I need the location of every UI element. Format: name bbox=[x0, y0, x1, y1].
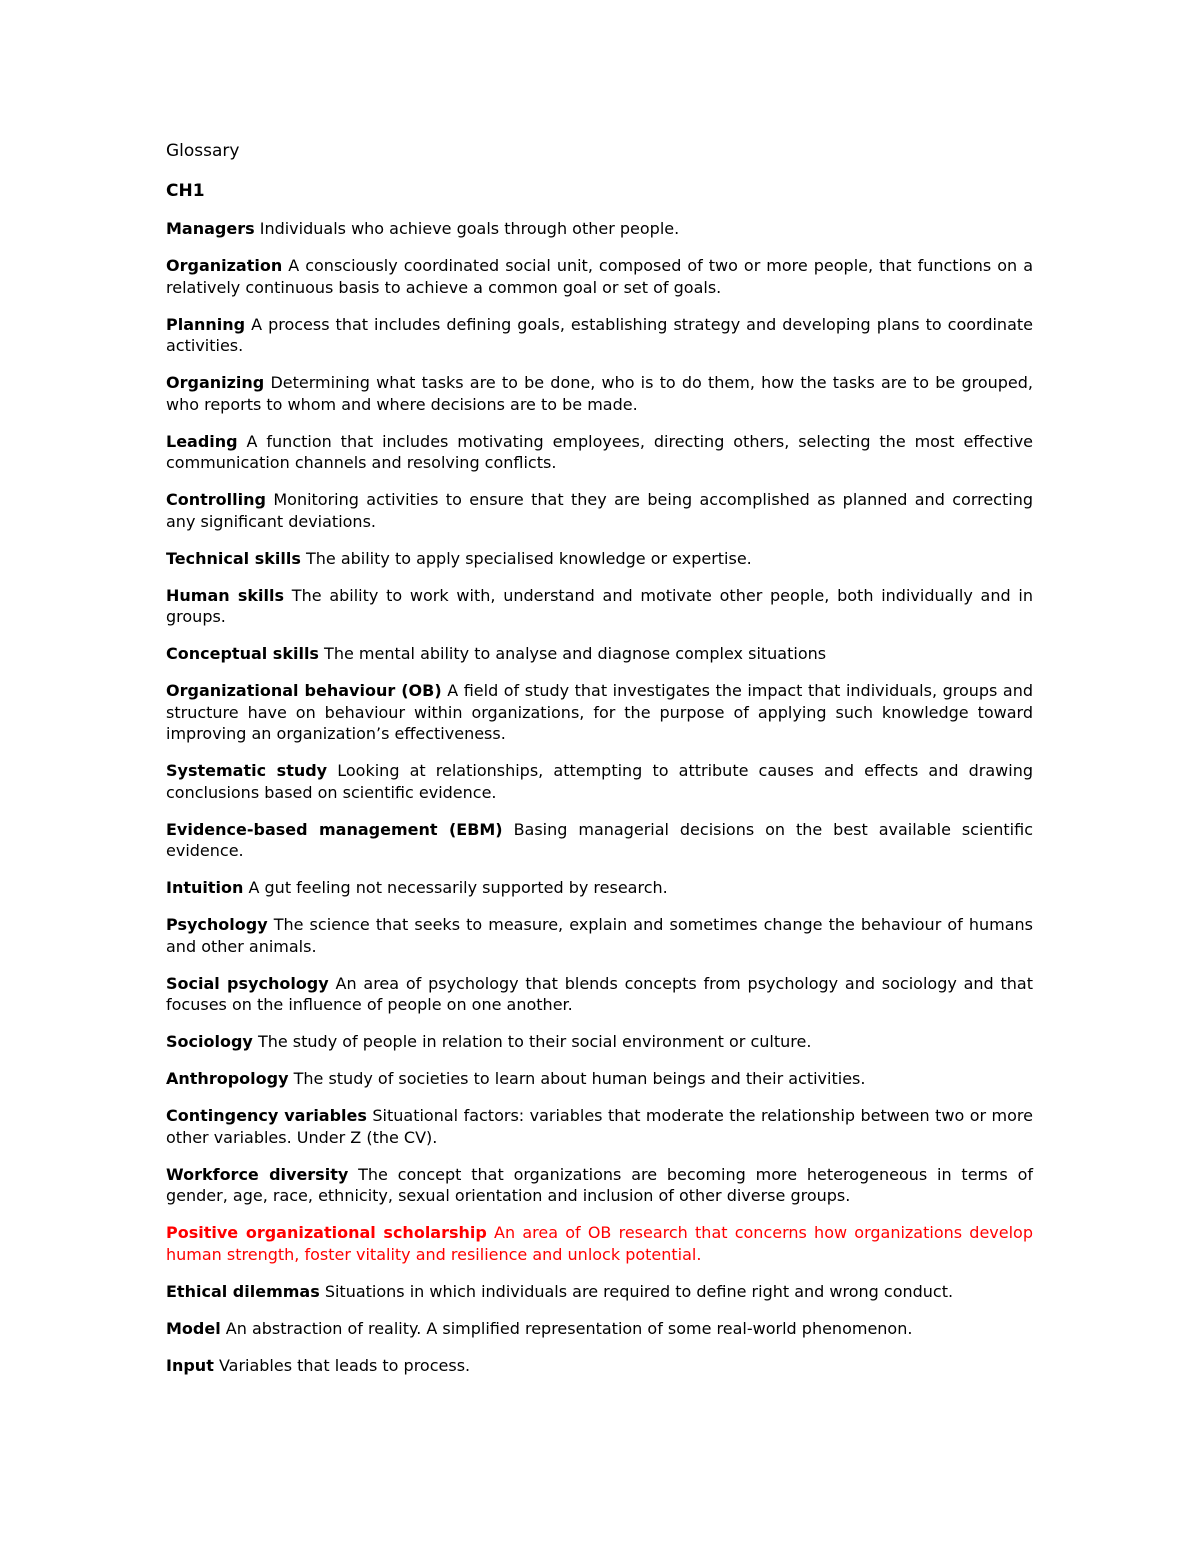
glossary-entry bbox=[166, 819, 1033, 862]
glossary-entry bbox=[166, 431, 1033, 474]
glossary-term: Anthropology bbox=[166, 1069, 289, 1088]
glossary-entry bbox=[166, 643, 1033, 665]
document-page bbox=[166, 140, 1033, 1392]
glossary-entry bbox=[166, 1164, 1033, 1207]
glossary-entry bbox=[166, 1281, 1033, 1303]
glossary-definition: Variables that leads to process. bbox=[218, 1355, 471, 1375]
glossary-entry bbox=[166, 255, 1033, 298]
glossary-term: Input bbox=[166, 1355, 214, 1375]
glossary-definition: An abstraction of reality. A simplified representation of some real-world phenomenon. bbox=[225, 1318, 913, 1338]
glossary-definition: Monitoring activities to ensure that they are being accomplished as planned and correcting any significant deviations. bbox=[166, 490, 1033, 531]
glossary-definition: A gut feeling not necessarily supported by research. bbox=[248, 878, 668, 897]
glossary-definition: An area of psychology that blends concepts from psychology and sociology and that focuses on the influence of people on one another. bbox=[166, 973, 1034, 1014]
glossary-term: Controlling bbox=[166, 490, 266, 509]
glossary-term: Positive organizational scholarship bbox=[166, 1223, 487, 1242]
glossary-term: Workforce diversity bbox=[166, 1164, 349, 1184]
glossary-entry bbox=[166, 1318, 1033, 1340]
glossary-definition: An area of OB research that concerns how organizations develop human strength, foster vitality and resilience and unlock potential. bbox=[166, 1223, 1033, 1264]
glossary-term: Systematic study bbox=[166, 761, 328, 780]
glossary-term: Psychology bbox=[166, 915, 268, 934]
glossary-definition: A consciously coordinated social unit, composed of two or more people, that functions on a relatively continuous basis to achieve a common goal or set of goals. bbox=[166, 256, 1034, 297]
glossary-term: Organizing bbox=[166, 373, 265, 392]
glossary-definition: The mental ability to analyse and diagnose complex situations bbox=[324, 644, 827, 663]
glossary-entry-highlighted bbox=[166, 1222, 1033, 1265]
glossary-entry bbox=[166, 877, 1033, 899]
glossary-entry bbox=[166, 489, 1033, 532]
glossary-entry bbox=[166, 1355, 1033, 1377]
glossary-term: Contingency variables bbox=[166, 1106, 367, 1125]
glossary-definition: The science that seeks to measure, explain and sometimes change the behaviour of humans and other animals. bbox=[166, 915, 1033, 956]
glossary-term: Sociology bbox=[166, 1032, 253, 1051]
glossary-definition: Looking at relationships, attempting to attribute causes and effects and drawing conclusions based on scientific evidence. bbox=[166, 761, 1034, 802]
glossary-term: Conceptual skills bbox=[166, 644, 319, 663]
glossary-term: Technical skills bbox=[166, 548, 301, 568]
glossary-term: Planning bbox=[166, 314, 246, 334]
glossary-entry bbox=[166, 1031, 1033, 1053]
glossary-entry bbox=[166, 372, 1033, 415]
glossary-term: Human skills bbox=[166, 585, 285, 605]
glossary-entry bbox=[166, 1105, 1033, 1148]
glossary-definition: Situational factors: variables that moderate the relationship between two or more other variables. Under Z (the CV). bbox=[166, 1106, 1033, 1147]
glossary-entry bbox=[166, 314, 1033, 357]
glossary-definition: The ability to apply specialised knowledge or expertise. bbox=[305, 548, 752, 568]
glossary-definition: The ability to work with, understand and motivate other people, both individually and in groups. bbox=[166, 585, 1033, 626]
glossary-entry bbox=[166, 973, 1033, 1016]
glossary-definition: A process that includes defining goals, establishing strategy and developing plans to coordinate activities. bbox=[166, 314, 1033, 355]
glossary-definition: Determining what tasks are to be done, who is to do them, how the tasks are to be grouped, who reports to whom and where decisions are to be made. bbox=[166, 373, 1033, 414]
glossary-definition: Basing managerial decisions on the best available scientific evidence. bbox=[166, 819, 1033, 860]
document-title: Glossary bbox=[166, 141, 240, 161]
glossary-definition: A field of study that investigates the impact that individuals, groups and structure have on behaviour within organizations, for the purpose of applying such knowledge toward improving an organization’s effectiveness. bbox=[166, 681, 1034, 743]
glossary-definition: A function that includes motivating employees, directing others, selecting the most effective communication channels and resolving conflicts. bbox=[166, 431, 1034, 472]
glossary-definition: The study of societies to learn about human beings and their activities. bbox=[293, 1069, 866, 1088]
glossary-term: Organization bbox=[166, 256, 283, 275]
glossary-entry bbox=[166, 585, 1033, 628]
glossary-definition: Individuals who achieve goals through other people. bbox=[259, 219, 680, 238]
glossary-entry bbox=[166, 1068, 1033, 1090]
glossary-term: Organizational behaviour (OB) bbox=[166, 681, 442, 700]
glossary-definition: The study of people in relation to their social environment or culture. bbox=[257, 1032, 812, 1051]
glossary-term: Ethical dilemmas bbox=[166, 1281, 320, 1301]
glossary-term: Leading bbox=[166, 431, 238, 451]
chapter-heading: CH1 bbox=[166, 181, 205, 201]
glossary-term: Managers bbox=[166, 219, 255, 238]
glossary-term: Intuition bbox=[166, 878, 244, 897]
glossary-entry bbox=[166, 680, 1033, 745]
glossary-entry bbox=[166, 548, 1033, 570]
glossary-term: Social psychology bbox=[166, 973, 329, 993]
glossary-entry bbox=[166, 914, 1033, 957]
glossary-definition: The concept that organizations are becoming more heterogeneous in terms of gender, age, race, ethnicity, sexual orientation and inclusion of other diverse groups. bbox=[166, 1164, 1034, 1205]
glossary-term: Model bbox=[166, 1318, 221, 1338]
glossary-definition: Situations in which individuals are required to define right and wrong conduct. bbox=[324, 1281, 954, 1301]
glossary-entry bbox=[166, 760, 1033, 803]
glossary-term: Evidence-based management (EBM) bbox=[166, 819, 503, 839]
glossary-entry bbox=[166, 218, 1033, 240]
